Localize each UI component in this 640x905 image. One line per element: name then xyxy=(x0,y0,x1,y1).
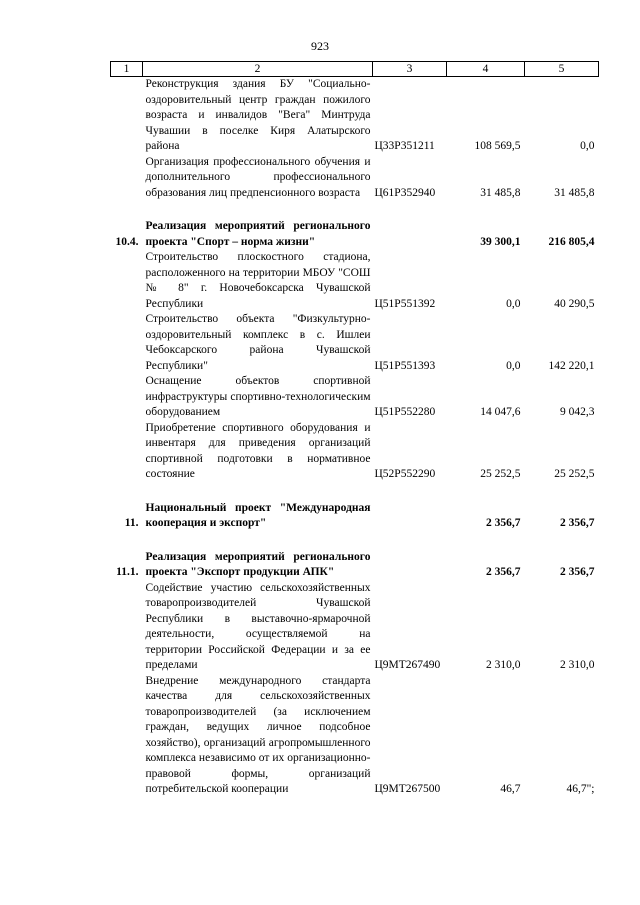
row-value-col5: 25 252,5 xyxy=(554,468,595,480)
section-title: Реализация мероприятий регионального проекта "Экспорт продукции АПК" xyxy=(145,550,371,578)
row-number xyxy=(111,312,143,374)
row-value-col4: 108 569,5 xyxy=(474,140,521,152)
row-value-col4: 2 310,0 xyxy=(486,659,521,671)
row-value-col4: 39 300,1 xyxy=(480,235,521,248)
row-description: Содействие участию сельскохозяйственных товаропроизводителей Чувашской Республики в выставочно-ярмарочной деятельности, осуществляемой на территории Российской Федерации и за ее пределами xyxy=(145,581,371,671)
row-description: Приобретение спортивного оборудования и инвентаря для приведения организаций спортивной подготовки в нормативное состояние xyxy=(145,421,371,480)
row-value-col4: 0,0 xyxy=(506,359,521,372)
row-code xyxy=(373,550,447,581)
spacer-row xyxy=(111,483,599,501)
row-code: Ц9МТ267490 xyxy=(374,659,441,671)
column-header: 2 xyxy=(143,62,373,77)
row-number xyxy=(111,155,143,202)
row-description: Внедрение международного стандарта качества для сельскохозяйственных товаропроизводителей (за исключением граждан, ведущих личное подсобное хозяйство), организаций агропромышленного комплекса независимо от их организационно-правовой формы, организаций потребительской кооперации xyxy=(145,674,371,795)
row-code: Ц61Р352940 xyxy=(374,186,436,199)
column-header: 5 xyxy=(525,62,599,77)
row-code: Ц9МТ267500 xyxy=(374,783,441,795)
page-number: 923 xyxy=(311,39,329,53)
row-value-col5: 0,0 xyxy=(580,140,595,152)
section-title: Национальный проект "Международная кооперация и экспорт" xyxy=(145,501,371,529)
row-number xyxy=(111,421,143,483)
spacer-row xyxy=(111,532,599,550)
table-row xyxy=(111,312,599,374)
row-value-col5: 9 042,3 xyxy=(560,406,595,418)
table-row xyxy=(111,77,599,155)
row-code xyxy=(373,501,447,532)
row-description: Организация профессионального обучения и дополнительного профессионального образования лиц предпенсионного возраста xyxy=(145,155,371,199)
row-value-col4: 46,7 xyxy=(500,783,521,795)
row-code: Ц51Р551393 xyxy=(374,359,436,372)
row-description: Оснащение объектов спортивной инфраструктуры спортивно-технологическим оборудованием xyxy=(145,375,371,418)
table-row xyxy=(111,674,599,798)
row-number xyxy=(111,581,143,674)
column-header: 1 xyxy=(111,62,143,77)
row-number xyxy=(111,674,143,798)
row-value-col4: 25 252,5 xyxy=(480,468,521,480)
row-value-col5: 46,7"; xyxy=(566,783,595,795)
row-number xyxy=(111,374,143,421)
section-row xyxy=(111,550,599,581)
row-value-col5: 216 805,4 xyxy=(548,235,595,248)
row-value-col4: 2 356,7 xyxy=(486,566,521,578)
section-number: 11.1. xyxy=(116,566,139,578)
row-number xyxy=(111,250,143,312)
section-row xyxy=(111,501,599,532)
column-header: 3 xyxy=(373,62,447,77)
row-description: Реконструкция здания БУ "Социально-оздоровительный центр граждан пожилого возраста и инвалидов "Вега" Минтруда Чувашии в поселке Киря Алатырского района xyxy=(145,78,371,152)
row-value-col4: 0,0 xyxy=(506,297,521,310)
spacer-row xyxy=(111,201,599,219)
table-row xyxy=(111,155,599,202)
table-header-row xyxy=(111,62,599,77)
section-number: 10.4. xyxy=(115,235,139,248)
row-description: Строительство объекта "Физкультурно-оздоровительный комплекс в с. Ишлеи Чебоксарского района Чувашской Республики" xyxy=(145,313,371,372)
table-row xyxy=(111,374,599,421)
row-value-col4: 2 356,7 xyxy=(486,517,521,529)
row-number xyxy=(111,77,143,155)
row-value-col5: 2 310,0 xyxy=(560,659,595,671)
budget-table xyxy=(110,61,599,798)
row-code xyxy=(373,219,447,250)
section-row xyxy=(111,219,599,250)
row-code: Ц51Р552280 xyxy=(374,406,436,418)
row-value-col4: 14 047,6 xyxy=(480,406,521,418)
row-value-col5: 2 356,7 xyxy=(560,566,595,578)
row-value-col5: 142 220,1 xyxy=(548,359,595,372)
row-value-col4: 31 485,8 xyxy=(480,186,521,199)
row-code: Ц33Р351211 xyxy=(374,140,435,152)
table-row xyxy=(111,581,599,674)
section-number: 11. xyxy=(124,517,139,529)
row-value-col5: 2 356,7 xyxy=(560,517,595,529)
table-row xyxy=(111,421,599,483)
column-header: 4 xyxy=(447,62,525,77)
row-value-col5: 31 485,8 xyxy=(554,186,595,199)
row-value-col5: 40 290,5 xyxy=(554,297,595,310)
row-code: Ц52Р552290 xyxy=(374,468,436,480)
row-description: Строительство плоскостного стадиона, расположенного на территории МБОУ "СОШ № 8" г. Новочебоксарска Чувашской Республики xyxy=(145,251,371,310)
section-title: Реализация мероприятий регионального проекта "Спорт – норма жизни" xyxy=(145,220,371,248)
table-row xyxy=(111,250,599,312)
row-code: Ц51Р551392 xyxy=(374,297,436,310)
